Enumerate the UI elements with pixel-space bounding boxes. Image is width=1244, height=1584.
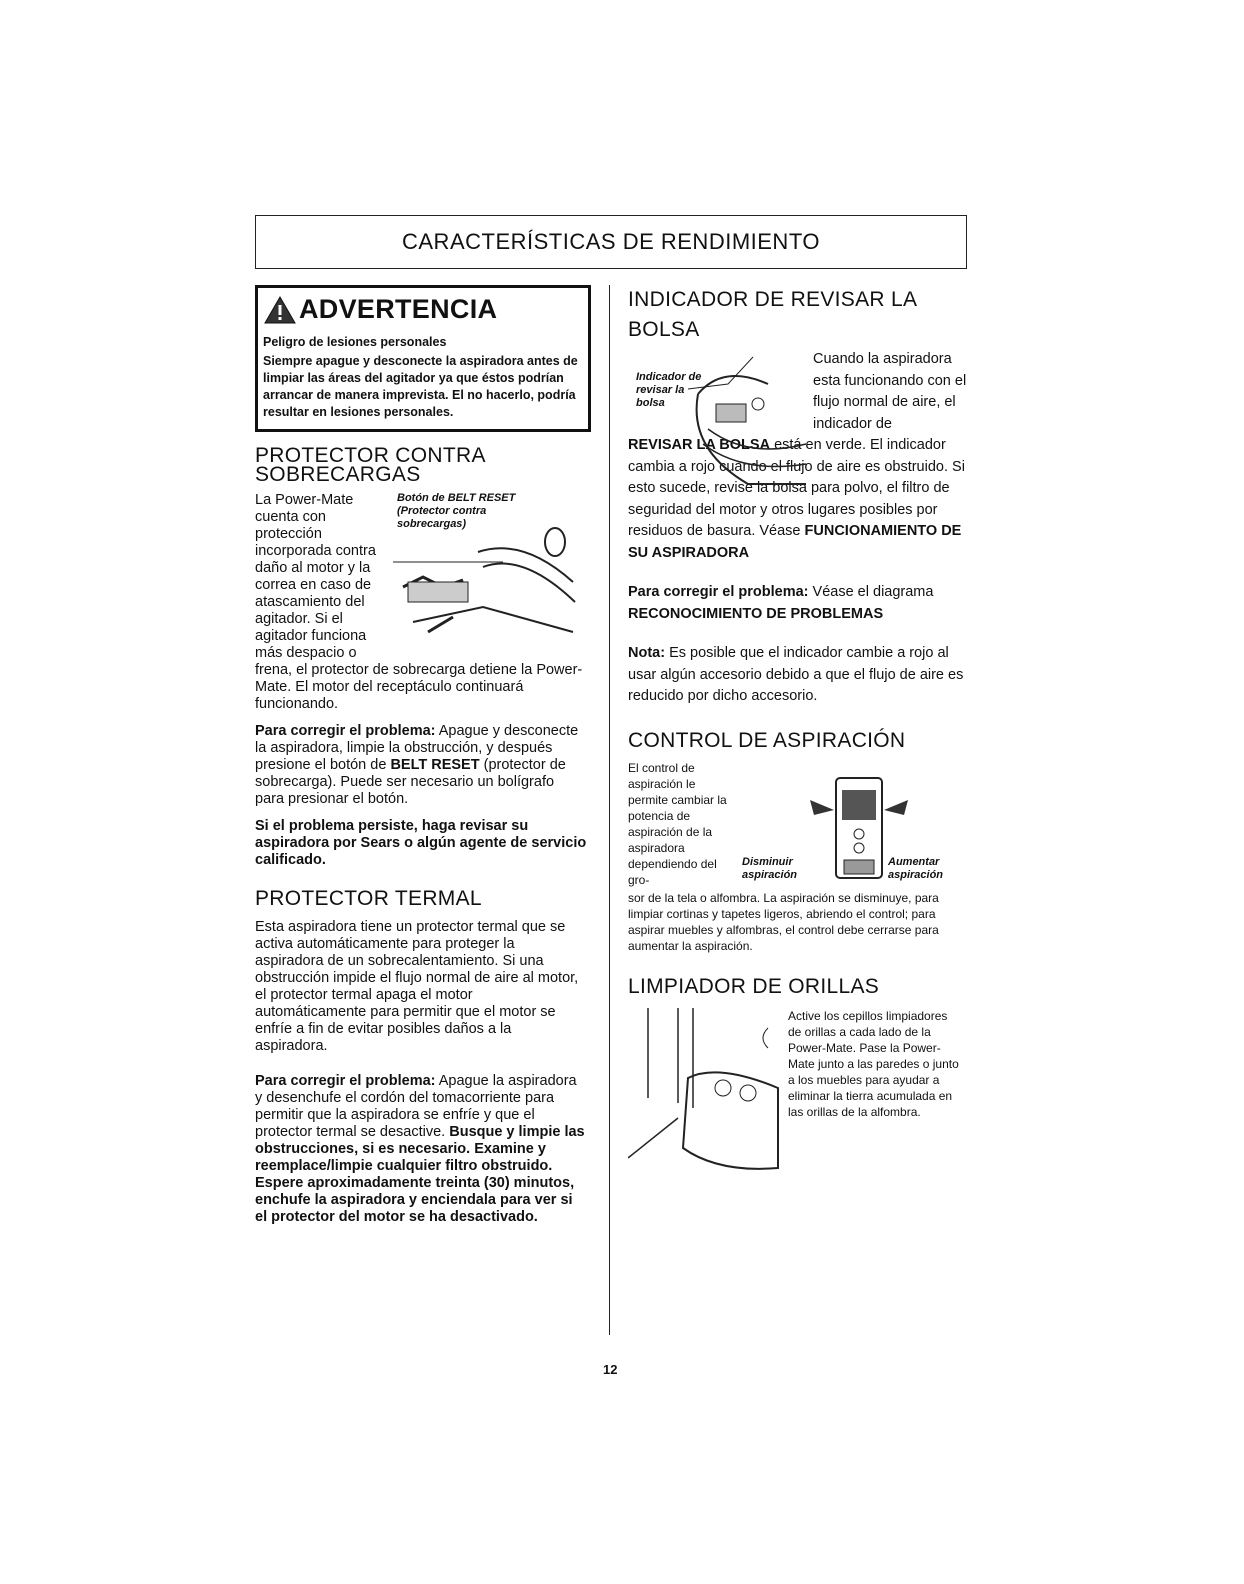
edge-body: Active los cepillos limpiadores de orillas a cada lado de la Power-Mate. Pase la Power-Mate junto a las paredes o junto a los muebles para ayudar a eliminar la tierra acumulada en las orillas de la alfombra. [788, 1008, 959, 1119]
decrease-label: Disminuir aspiración [742, 855, 798, 881]
thermal-fix [255, 1073, 587, 1226]
bag-indicator-text-b: está en verde. El indicador cambia a rojo cuando el flujo de aire es obstruido. Si esto sucede, revise la bolsa para polvo, el filtro de seguridad del motor y otros lugares posibles por residuos de basura. Véase [628, 437, 965, 539]
bag-fix-text: Véase el diagrama [808, 584, 934, 600]
increase-label: Aumentar aspiración [888, 855, 944, 881]
bag-fix-label: Para corregir el problema: [628, 584, 809, 600]
overload-intro: La Power-Mate cuenta con protección incorporada contra daño al motor y la correa en caso de atascamiento del agitador. Si el agitador funciona más despacio o [255, 492, 376, 661]
overload-persist: Si el problema persiste, haga revisar su aspiradora por Sears o algún agente de servicio calificado. [255, 818, 587, 868]
overload-heading-line2: SOBRECARGAS [255, 463, 421, 486]
left-column [255, 285, 587, 1226]
overload-continued: frena, el protector de sobrecarga detiene la Power-Mate. El motor del receptáculo continuará funcionando. [255, 662, 583, 712]
belt-reset-figure [383, 492, 583, 652]
revisar-bolsa-ref: REVISAR LA BOLSA [628, 437, 771, 453]
bag-indicator-illustration [628, 349, 808, 499]
bag-indicator-figure [628, 349, 808, 499]
right-column [628, 285, 968, 1178]
note-text: Es posible que el indicador cambie a rojo al usar algún accesorio debido a que el flujo de aire es reducido por dicho accesorio. [628, 645, 964, 704]
overload-fix-text-a: Apague y desconecte la aspiradora, limpie la obstrucción, y después presione el botón de [255, 723, 579, 773]
suction-rest: sor de la tela o alfombra. La aspiración se disminuye, para limpiar cortinas y tapetes ligeros, abriendo el control; para aspirar muebles y alfombras, el control debe cerrarse para aumentar la aspiración. [628, 890, 939, 953]
overload-heading-line1: PROTECTOR CONTRA [255, 444, 486, 467]
suction-heading: CONTROL DE ASPIRACIÓN [628, 728, 906, 752]
overload-fix [255, 723, 587, 808]
warning-body: Siempre apague y desconecte la aspiradora antes de limpiar las áreas del agitador ya que éstos podrían arrancar de manera imprevista. El no hacerlo, podría resultar en lesiones personales. [263, 354, 578, 419]
thermal-fix-label: Para corregir el problema: [255, 1073, 436, 1089]
bag-indicator-caption: Indicador de revisar la bolsa [636, 371, 702, 409]
belt-reset-caption: Botón de BELT RESET (Protector contra sobrecargas) [397, 492, 516, 530]
column-divider [609, 285, 610, 1335]
belt-reset-ref: BELT RESET [390, 757, 480, 773]
warning-subtitle: Peligro de lesiones personales [263, 335, 447, 349]
overload-fix-text-b: (protector de sobrecarga). Puede ser necesario un bolígrafo para presionar el botón. [255, 757, 566, 807]
bag-indicator-fix [628, 582, 968, 625]
warning-box [255, 285, 591, 432]
thermal-body: Esta aspiradora tiene un protector termal que se activa automáticamente para proteger la aspiradora de un sobrecalentamiento. Si una obstrucción impide el flujo normal de aire al motor, el protector termal apaga el motor automáticamente para permitir que el motor se enfríe a fin de evitar posibles daños a la aspiradora. [255, 919, 579, 1054]
power-mate-illustration [383, 492, 583, 652]
reconocimiento-ref: RECONOCIMIENTO DE PROBLEMAS [628, 605, 884, 622]
bag-indicator-text-a: Cuando la aspiradora esta funcionando con el flujo normal de aire, el indicador de [813, 351, 967, 432]
overload-heading [255, 446, 587, 484]
thermal-fix-text: Apague la aspiradora y desenchufe el cordón del tomacorriente para permitir que la aspiradora se enfríe y que el protector termal se desactive. [255, 1073, 577, 1140]
section-header [255, 215, 967, 269]
edge-cleaner-figure [628, 1008, 788, 1178]
thermal-fix-bold: Busque y limpie las obstrucciones, si es necesario. Examine y reemplace/limpie cualquier filtro obstruido. Espere aproximadamente treinta (30) minutos, enchufe la aspiradora y enciendala para ver si el protector del motor se ha desactivado. [255, 1124, 585, 1225]
warning-title: ADVERTENCIA [299, 294, 498, 324]
edge-cleaner-illustration [628, 1008, 788, 1178]
note-label: Nota: [628, 645, 666, 661]
funcionamiento-ref: FUNCIONAMIENTO DE SU ASPIRADORA [628, 523, 962, 561]
bag-indicator-heading: INDICADOR DE REVISAR LA BOLSA [628, 288, 917, 341]
overload-fix-label: Para corregir el problema: [255, 723, 436, 739]
suction-control-figure [738, 760, 963, 890]
bag-indicator-note [628, 643, 968, 708]
edge-heading: LIMPIADOR DE ORILLAS [628, 974, 880, 998]
thermal-heading: PROTECTOR TERMAL [255, 887, 482, 910]
suction-intro: El control de aspiración le permite cambiar la potencia de aspiración de la aspiradora dependiendo del gro- [628, 760, 727, 887]
page-number: 12 [603, 1362, 618, 1377]
warning-triangle-icon [263, 295, 297, 325]
page-title: CARACTERÍSTICAS DE RENDIMIENTO [402, 229, 820, 254]
